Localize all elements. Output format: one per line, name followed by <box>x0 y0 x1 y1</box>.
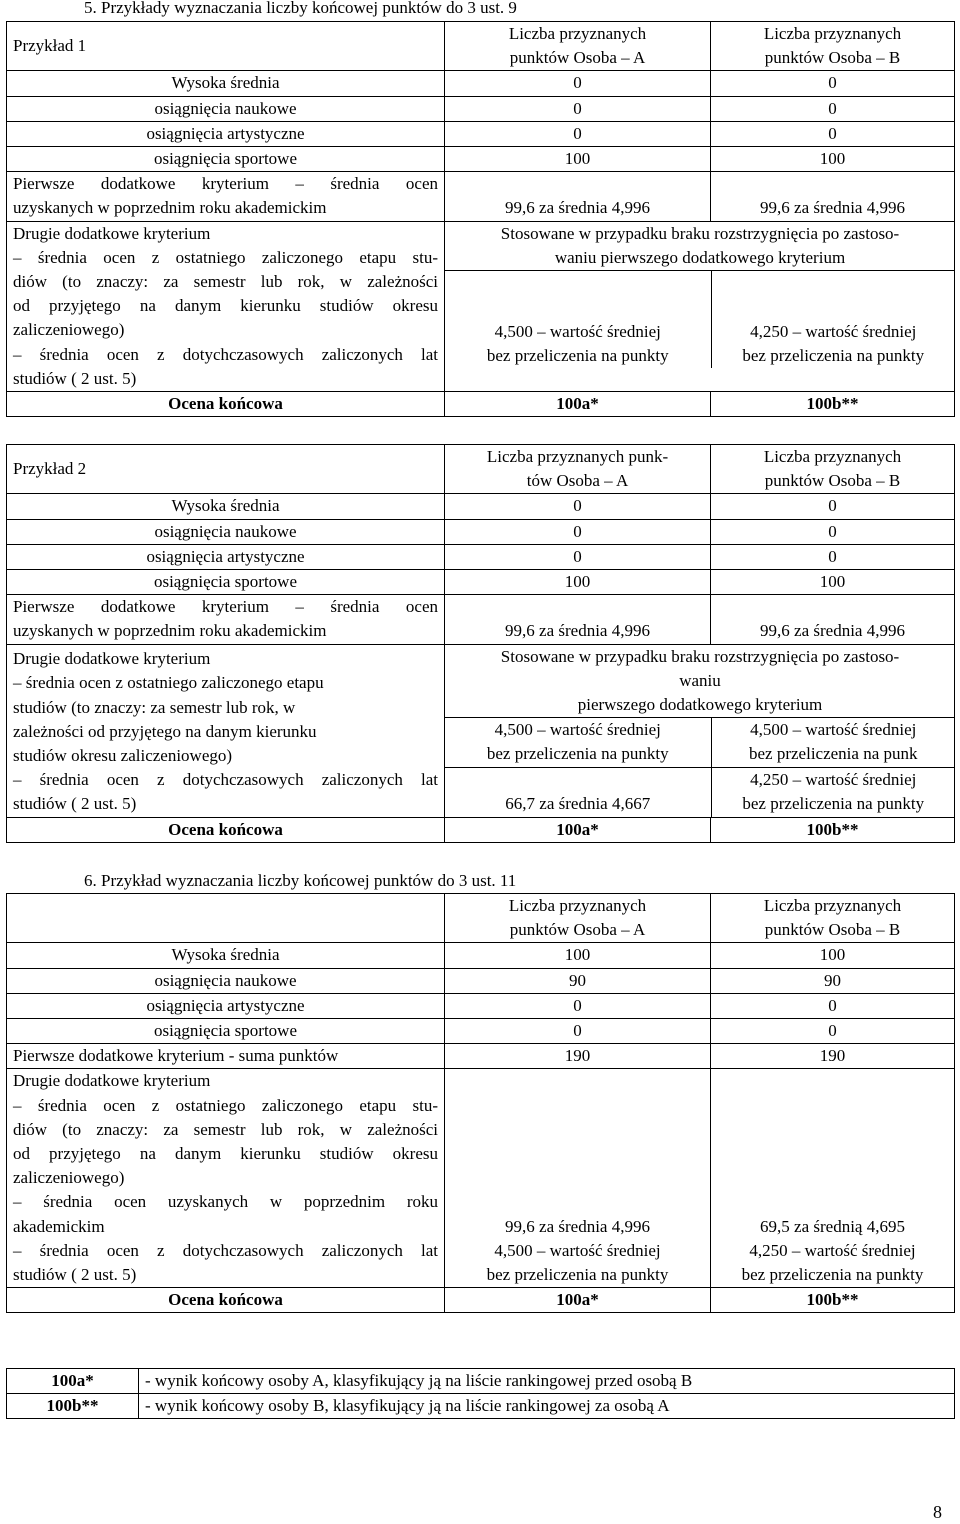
second-b-value: 69,5 za średnią 4,695 <box>760 1216 905 1236</box>
final-a: 100a* <box>445 392 711 417</box>
value-a: 90 <box>445 968 711 993</box>
value-a: 0 <box>445 993 711 1018</box>
legend-key: 100b** <box>7 1394 139 1419</box>
second-criterion-label: Drugie dodatkowe kryterium <box>13 223 211 243</box>
value-a: 100 <box>445 943 711 968</box>
second-criterion-line: – średnia ocen z dotychczasowych zaliczonych lat <box>13 770 438 790</box>
third-b-note: bez przeliczenia na punkty <box>742 794 925 814</box>
row-label: osiągnięcia naukowe <box>7 519 445 544</box>
second-criterion-line: studiów ( 2 ust. 5) <box>13 1265 137 1285</box>
value-a: 0 <box>445 121 711 146</box>
second-criterion-line: studiów ( 2 ust. 5) <box>13 368 137 388</box>
value-b: 0 <box>711 96 955 121</box>
mid-a-value: 4,500 – wartość średniej <box>494 720 661 740</box>
row-label: osiągnięcia sportowe <box>7 570 445 595</box>
second-criterion-line: akademickim <box>13 1216 105 1236</box>
example-title: Przykład 1 <box>7 22 445 71</box>
second-criterion-note: waniu <box>679 670 721 690</box>
second-criterion-line: – średnia ocen z ostatniego zaliczonego etapu stu- <box>13 1095 438 1115</box>
example-title-empty <box>7 894 445 943</box>
value-b: 0 <box>711 519 955 544</box>
row-label: osiągnięcia sportowe <box>7 147 445 172</box>
second-a-value: 4,500 – wartość średniej <box>494 1240 661 1260</box>
final-b: 100b** <box>711 1288 955 1313</box>
mid-b-note: bez przeliczenia na punk <box>749 744 918 764</box>
second-a-value: 99,6 za średnia 4,996 <box>505 1216 650 1236</box>
second-criterion-line: od przyjętego na danym kierunku studiów okresu <box>13 296 438 316</box>
mid-b-value: 4,500 – wartość średniej <box>750 720 917 740</box>
row-label: osiągnięcia artystyczne <box>7 121 445 146</box>
final-b: 100b** <box>711 817 955 842</box>
second-b-note: bez przeliczenia na punkty <box>741 1265 924 1285</box>
first-criterion-b: 190 <box>711 1044 955 1069</box>
col-a-header: Liczba przyznanych punk- <box>486 447 669 466</box>
legend-description: - wynik końcowy osoby A, klasyfikujący ją na liście rankingowej przed osobą B <box>139 1369 955 1394</box>
value-b: 0 <box>711 1019 955 1044</box>
second-criterion-line: zaliczeniowego) <box>13 1168 125 1188</box>
value-a: 0 <box>445 519 711 544</box>
mid-a-note: bez przeliczenia na punkty <box>486 744 669 764</box>
col-b-header: punktów Osoba – B <box>764 48 901 68</box>
value-a: 0 <box>445 96 711 121</box>
value-b: 0 <box>711 121 955 146</box>
second-a-note: bez przeliczenia na punkty <box>486 1265 669 1285</box>
first-criterion-b: 99,6 za średnia 4,996 <box>711 595 955 644</box>
col-b-header: punktów Osoba – B <box>764 920 901 940</box>
third-a-note: bez przeliczenia na punkty <box>486 345 669 365</box>
section-5-heading: 5. Przykłady wyznaczania liczby końcowej punktów do 3 ust. 9 <box>84 0 517 17</box>
second-criterion-line: zależności od przyjętego na danym kierunku <box>13 721 317 741</box>
col-b-header: punktów Osoba – B <box>764 471 901 491</box>
second-criterion-note: Stosowane w przypadku braku rozstrzygnięcia po zastoso- <box>500 223 900 243</box>
final-label: Ocena końcowa <box>7 392 445 417</box>
second-criterion-line: od przyjętego na danym kierunku studiów okresu <box>13 1144 438 1164</box>
example-2-table <box>6 444 955 843</box>
first-criterion-a: 190 <box>445 1044 711 1069</box>
value-a: 0 <box>445 1019 711 1044</box>
final-label: Ocena końcowa <box>7 1288 445 1313</box>
value-b: 0 <box>711 993 955 1018</box>
legend-table <box>6 1368 955 1419</box>
col-b-header: Liczba przyznanych <box>763 24 902 43</box>
row-label: Wysoka średnia <box>7 71 445 96</box>
legend-description: - wynik końcowy osoby B, klasyfikujący ją na liście rankingowej za osobą A <box>139 1394 955 1419</box>
row-label: osiągnięcia artystyczne <box>7 993 445 1018</box>
value-b: 100 <box>711 570 955 595</box>
final-a: 100a* <box>445 817 711 842</box>
legend-key: 100a* <box>7 1369 139 1394</box>
section-6-heading: 6. Przykład wyznaczania liczby końcowej punktów do 3 ust. 11 <box>84 871 517 890</box>
value-a: 0 <box>445 544 711 569</box>
col-a-header: punktów Osoba – A <box>509 48 646 68</box>
first-criterion-label: Pierwsze dodatkowe kryterium – średnia ocen <box>13 174 438 194</box>
second-criterion-line: zaliczeniowego) <box>13 320 125 340</box>
final-b: 100b** <box>711 392 955 417</box>
value-b: 100 <box>711 147 955 172</box>
example-1-table <box>6 21 955 417</box>
third-a-value: 4,500 – wartość średniej <box>494 321 661 341</box>
second-criterion-note: Stosowane w przypadku braku rozstrzygnięcia po zastoso- <box>500 646 900 666</box>
col-b-header: Liczba przyznanych <box>763 896 902 915</box>
second-criterion-line: studiów ( 2 ust. 5) <box>13 794 137 814</box>
first-criterion-label: uzyskanych w poprzednim roku akademickim <box>13 198 327 218</box>
second-criterion-note: pierwszego dodatkowego kryterium <box>577 695 823 715</box>
first-criterion-label: Pierwsze dodatkowe kryterium - suma punktów <box>7 1044 445 1069</box>
second-criterion-line: studiów okresu zaliczeniowego) <box>13 746 233 766</box>
row-label: osiągnięcia artystyczne <box>7 544 445 569</box>
value-a: 100 <box>445 570 711 595</box>
first-criterion-a: 99,6 za średnia 4,996 <box>445 172 711 221</box>
third-b-value: 4,250 – wartość średniej <box>750 770 917 790</box>
value-a: 100 <box>445 147 711 172</box>
value-b: 0 <box>711 494 955 519</box>
row-label: Wysoka średnia <box>7 943 445 968</box>
third-b-note: bez przeliczenia na punkty <box>742 345 925 365</box>
col-a-header: Liczba przyznanych <box>508 896 647 915</box>
final-label: Ocena końcowa <box>7 817 445 842</box>
second-criterion-line: diów (to znaczy: za semestr lub rok, w zależności <box>13 272 438 292</box>
second-criterion-label: Drugie dodatkowe kryterium <box>13 649 211 669</box>
value-b: 0 <box>711 544 955 569</box>
row-label: osiągnięcia sportowe <box>7 1019 445 1044</box>
value-b: 0 <box>711 71 955 96</box>
col-b-header: Liczba przyznanych <box>763 447 902 466</box>
row-label: osiągnięcia naukowe <box>7 968 445 993</box>
second-criterion-note: waniu pierwszego dodatkowego kryterium <box>554 247 846 267</box>
row-label: Wysoka średnia <box>7 494 445 519</box>
example-title: Przykład 2 <box>7 445 445 494</box>
value-b: 90 <box>711 968 955 993</box>
second-criterion-line: – średnia ocen z ostatniego zaliczonego etapu <box>13 673 324 693</box>
col-a-header: tów Osoba – A <box>526 471 629 491</box>
third-a-value: 66,7 za średnia 4,667 <box>445 767 711 817</box>
second-criterion-line: studiów (to znaczy: za semestr lub rok, w <box>13 697 296 717</box>
value-b: 100 <box>711 943 955 968</box>
second-criterion-line: – średnia ocen z dotychczasowych zaliczonych lat <box>13 344 438 364</box>
col-a-header: Liczba przyznanych <box>508 24 647 43</box>
example-3-table <box>6 893 955 1313</box>
row-label: osiągnięcia naukowe <box>7 96 445 121</box>
second-criterion-line: – średnia ocen z ostatniego zaliczonego etapu stu- <box>13 247 438 267</box>
page-number: 8 <box>933 1502 942 1522</box>
first-criterion-label: uzyskanych w poprzednim roku akademickim <box>13 621 327 641</box>
first-criterion-a: 99,6 za średnia 4,996 <box>445 595 711 644</box>
third-b-value: 4,250 – wartość średniej <box>750 321 917 341</box>
second-criterion-line: diów (to znaczy: za semestr lub rok, w zależności <box>13 1119 438 1139</box>
second-b-value: 4,250 – wartość średniej <box>749 1240 916 1260</box>
second-criterion-line: – średnia ocen uzyskanych w poprzednim roku <box>13 1192 438 1212</box>
second-criterion-label: Drugie dodatkowe kryterium <box>13 1071 211 1091</box>
col-a-header: punktów Osoba – A <box>509 920 646 940</box>
first-criterion-label: Pierwsze dodatkowe kryterium – średnia ocen <box>13 597 438 617</box>
first-criterion-b: 99,6 za średnia 4,996 <box>711 172 955 221</box>
value-a: 0 <box>445 494 711 519</box>
second-criterion-line: – średnia ocen z dotychczasowych zaliczonych lat <box>13 1240 438 1260</box>
value-a: 0 <box>445 71 711 96</box>
final-a: 100a* <box>445 1288 711 1313</box>
